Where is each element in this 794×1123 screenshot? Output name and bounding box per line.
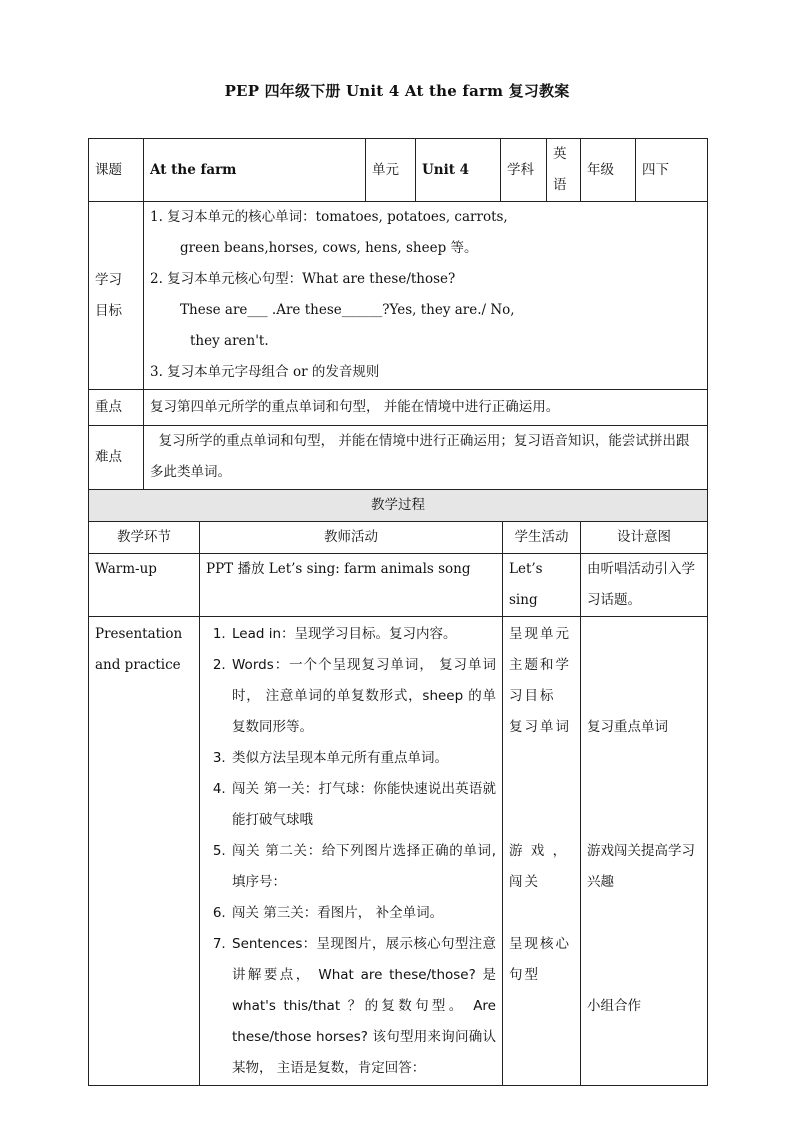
objective-line-5: they aren't. [190,333,269,349]
unit-value: Unit 4 [416,139,501,202]
presentation-stage-line1: Presentation [95,626,183,642]
intent-3: 小组合作 [587,998,641,1014]
teacher-step: 5. 闯关 第二关：给下列图片选择正确的单词, 填序号： [230,836,496,898]
warmup-intent: 由听唱活动引入学习话题。 [581,554,708,617]
objective-line-1: 1. 复习本单元的核心单词：tomatoes, potatoes, carrots, [150,209,508,225]
spacer [587,805,701,836]
teacher-step: 1. Lead in：呈现学习目标。复习内容。 [230,619,496,650]
spacer [509,898,574,929]
difficulties-row [89,426,708,490]
difficulties-text: 复习所学的重点单词和句型， 并能在情境中进行正确运用；复习语音知识，能尝试拼出跟多此类单词。 [144,426,708,490]
objective-line-6: 3. 复习本单元字母组合 or 的发音规则 [150,364,380,380]
topic-label: 课题 [89,139,144,202]
presentation-row [89,617,708,1086]
objectives-row [89,202,708,390]
subject-label: 学科 [501,139,547,202]
col-intent: 设计意图 [581,522,708,554]
document-title: PEP 四年级下册 Unit 4 At the farm 复习教案 [224,82,570,100]
col-student: 学生活动 [503,522,581,554]
warmup-teacher: PPT 播放 Let’s sing: farm animals song [200,554,503,617]
objectives-label-line1: 学习 [95,271,122,288]
objective-line-3: 2. 复习本单元核心句型：What are these/those? [150,271,456,287]
student-activity-1: 呈现单元主题和学习目标 [509,626,571,704]
difficulties-label: 难点 [89,426,144,490]
spacer [587,650,701,681]
presentation-stage [89,617,200,1086]
spacer [587,619,701,650]
intent-2: 游戏闯关提高学习兴趣 [587,843,695,890]
key-points-row [89,390,708,426]
teacher-step: 3. 类似方法呈现本单元所有重点单词。 [230,743,496,774]
warmup-stage: Warm-up [89,554,200,617]
process-heading-row [89,490,708,522]
spacer [587,898,701,929]
teacher-step: 2. Words：一个个呈现复习单词， 复习单词时， 注意单词的单复数形式，sheep 的单复数同形等。 [230,650,496,743]
process-columns-row [89,522,708,554]
warmup-student: Let’s sing [503,554,581,617]
process-heading: 教学过程 [89,490,708,522]
spacer [587,929,701,960]
objective-line-2: green beans,horses, cows, hens, sheep 等。 [180,240,478,256]
teacher-step: 6. 闯关 第三关：看图片， 补全单词。 [230,898,496,929]
student-activity-4: 呈现核心句型 [509,936,571,983]
presentation-intent [581,617,708,1086]
col-stage: 教学环节 [89,522,200,554]
grade-value: 四下 [636,139,708,202]
unit-label: 单元 [366,139,416,202]
intent-1: 复习重点单词 [587,719,668,735]
student-activity-3: 游 戏 ，闯关 [509,843,569,890]
objectives-label-line2: 目标 [95,302,122,319]
spacer [509,743,574,774]
spacer [509,774,574,805]
lesson-plan-table [88,138,708,1086]
objectives-content [144,202,708,390]
student-activity-2: 复习单词 [509,719,571,735]
grade-label: 年级 [581,139,636,202]
subject-value: 英语 [547,139,581,202]
presentation-stage-line2: and practice [95,657,181,673]
col-teacher: 教师活动 [200,522,503,554]
teacher-step: 4. 闯关 第一关：打气球：你能快速说出英语就能打破气球哦 [230,774,496,836]
topic-value: At the farm [144,139,366,202]
spacer [587,743,701,774]
key-points-text: 复习第四单元所学的重点单词和句型， 并能在情境中进行正确运用。 [144,390,708,426]
spacer [587,960,701,991]
spacer [587,681,701,712]
spacer [587,774,701,805]
header-row [89,139,708,202]
objectives-label [89,202,144,390]
teacher-step: 7. Sentences：呈现图片，展示核心句型注意讲解要点， What are these/those? 是 what's this/that ？的复数句型。 Are these/those horses? 该句型用来询问确认某物， 主语是复数，肯定回答： [230,929,496,1084]
presentation-teacher [200,617,503,1086]
objective-line-4: These are___ .Are these______?Yes, they are./ No, [180,302,515,318]
key-points-label: 重点 [89,390,144,426]
warmup-row [89,554,708,617]
spacer [509,805,574,836]
teacher-steps-list [206,619,496,1084]
presentation-student [503,617,581,1086]
